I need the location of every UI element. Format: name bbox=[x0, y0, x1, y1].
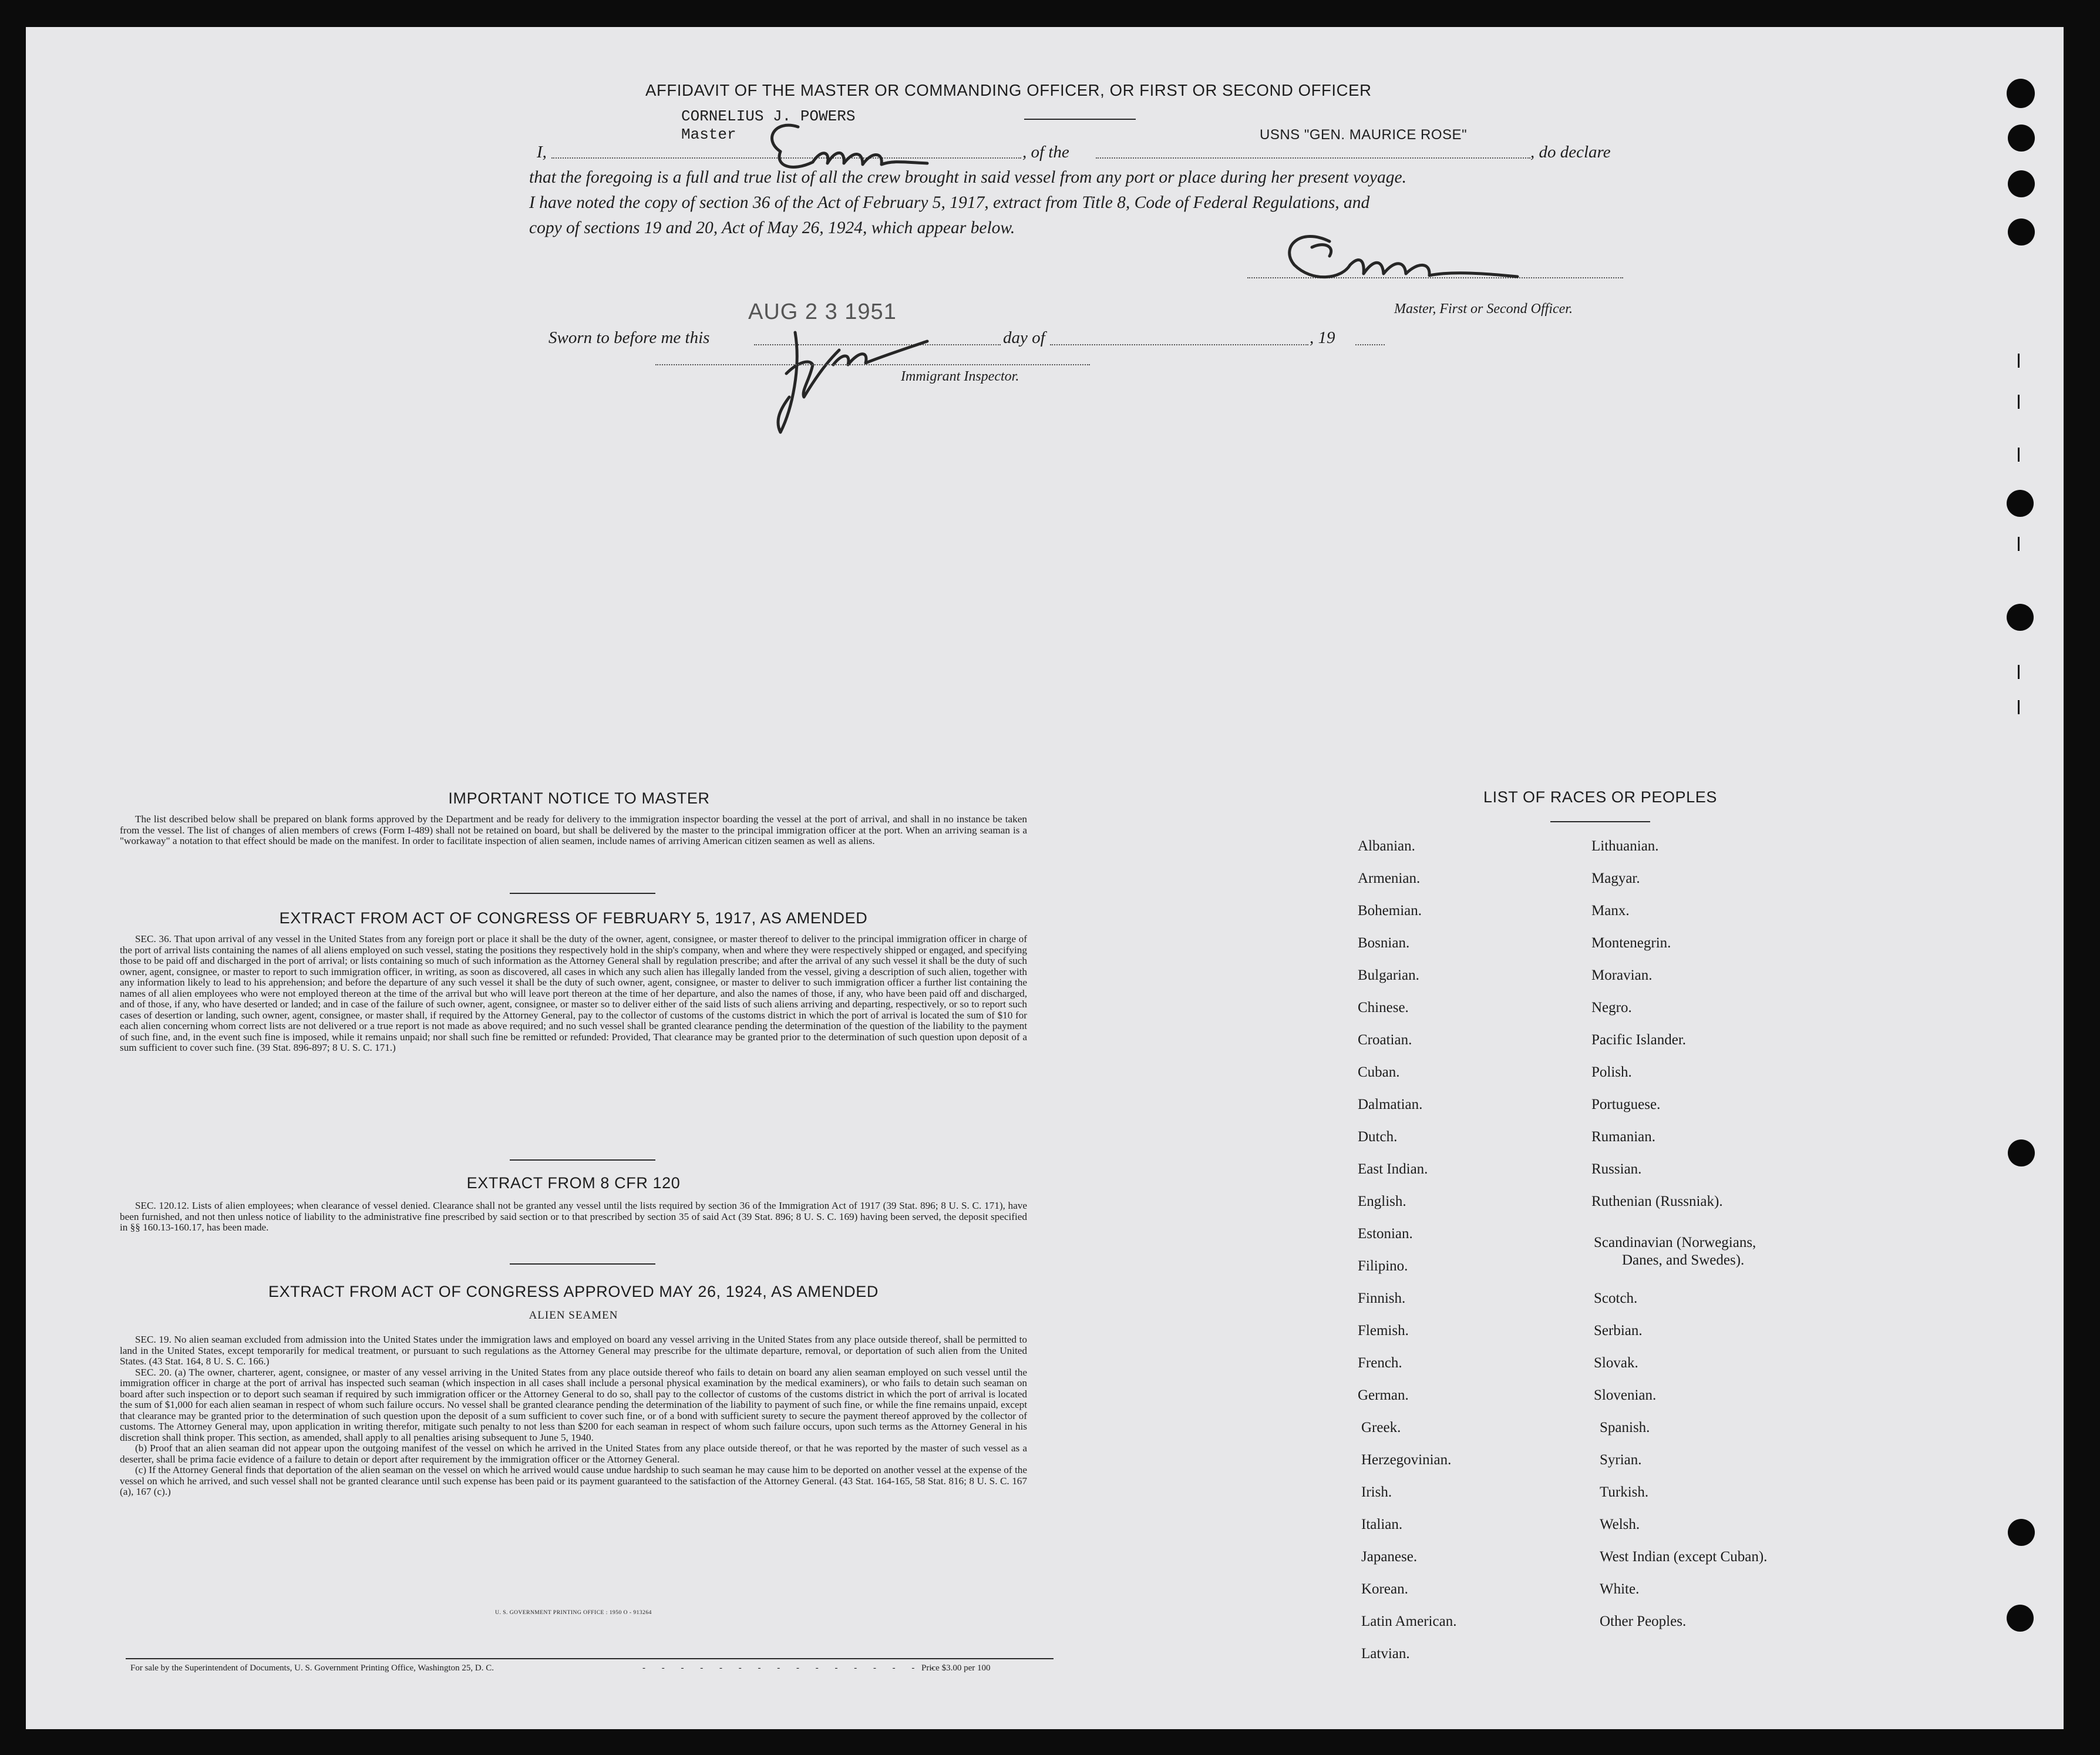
race-item: Bulgarian. bbox=[1358, 967, 1419, 983]
alien-seamen-subtitle: ALIEN SEAMEN bbox=[529, 1309, 618, 1322]
race-item: Russian. bbox=[1591, 1161, 1642, 1177]
scan-mark bbox=[2018, 665, 2020, 679]
inspector-signature-line bbox=[655, 364, 1090, 365]
race-item: Albanian. bbox=[1358, 838, 1415, 854]
typed-master-name: CORNELIUS J. POWERS bbox=[681, 107, 856, 125]
line1-of-the: , of the bbox=[1022, 143, 1069, 162]
race-item: Chinese. bbox=[1358, 1000, 1409, 1016]
race-item: Portuguese. bbox=[1591, 1097, 1661, 1112]
notice-text bbox=[120, 814, 1027, 847]
race-item: Moravian. bbox=[1591, 967, 1653, 983]
race-item: German. bbox=[1358, 1387, 1409, 1403]
race-item: Scotch. bbox=[1594, 1290, 1638, 1306]
race-item: Greek. bbox=[1361, 1420, 1401, 1435]
race-item: Turkish. bbox=[1600, 1484, 1649, 1500]
races-rule bbox=[1550, 821, 1650, 822]
footer-dashes: - - - - - - - - - - - - - - - - bbox=[642, 1663, 941, 1673]
sworn-year-blank bbox=[1355, 344, 1385, 345]
sworn-month-blank bbox=[1050, 344, 1308, 345]
extract-1924-text bbox=[120, 1334, 1027, 1498]
race-item: White. bbox=[1600, 1581, 1640, 1597]
sec-36-paragraph: SEC. 36. That upon arrival of any vessel in the United States from any foreign port or place it shall be the duty of the owner, agent, consignee, or master thereof to deliver to the principal immigration officer in charge of the port of arrival lists containing the names of all aliens employed on such vessel, stating the positions they respectively hold in the ship's company, when and where they were respectively shipped or engaged, and specifying those to be paid off and discharged in the port of arrival; or lists containing so much of such information as the Attorney General shall by regulation prescribe; and after the arrival of any such vessel it shall be the duty of such owner, agent, consignee, or master to report to such immigration officer, in writing, as soon as discovered, all cases in which any such alien has illegally landed from the vessel, giving a description of such alien, together with any information likely to lead to his apprehension; and before the departure of any such vessel it shall be the duty of such owner, agent, consignee, or master to deliver to such immigration officer a further list containing the names of all alien employees who were not employed thereon at the time of the arrival but who will leave port thereon at the time of her departure, and also the names of those, if any, who have been paid off and discharged, and of those, if any, who have deserted or landed; and in case of the failure of such owner, agent, consignee, or master so to deliver either of the said lists of such aliens arriving and departing, respectively, or so to report such cases of desertion or landing, such owner, agent, consignee, or master shall, if required by the Attorney General, pay to the collector of customs of the customs district in which the port of arrival is located the sum of $10 for each alien concerning whom correct lists are not delivered or a true report is not made as above required; and no such vessel shall be granted clearance pending the determination of the question of the liability to the payment of such fine, and, in the event such fine is imposed, while it remains unpaid; nor shall such fine be remitted or refunded: Provided, That clearance may be granted prior to the determination of such question upon deposit of a sum sufficient to cover such fine. (39 Stat. 896-897; 8 U. S. C. 171.) bbox=[120, 933, 1027, 1053]
footer-sale-text: For sale by the Superintendent of Documents, U. S. Government Printing Office, Washington 25, D. C. bbox=[130, 1663, 494, 1673]
sworn-year: , 19 bbox=[1310, 328, 1335, 347]
race-item: Estonian. bbox=[1358, 1226, 1413, 1242]
title-rule bbox=[1024, 119, 1136, 120]
affidavit-title: AFFIDAVIT OF THE MASTER OR COMMANDING OFFICER, OR FIRST OR SECOND OFFICER bbox=[645, 81, 1372, 99]
extract-1917-text bbox=[120, 934, 1027, 1054]
master-signature-scribble-upper bbox=[757, 116, 951, 181]
race-item: Armenian. bbox=[1358, 870, 1421, 886]
extract-1917-rule bbox=[510, 1159, 655, 1161]
extract-8cfr-title: EXTRACT FROM 8 CFR 120 bbox=[466, 1174, 681, 1192]
race-item: Syrian. bbox=[1600, 1452, 1642, 1468]
punch-hole bbox=[2007, 604, 2034, 631]
extract-8cfr-rule bbox=[510, 1263, 655, 1265]
race-item: Magyar. bbox=[1591, 870, 1640, 886]
race-item: Irish. bbox=[1361, 1484, 1392, 1500]
typed-master-rank: Master bbox=[681, 126, 736, 143]
sec-20a-paragraph: SEC. 20. (a) The owner, charterer, agent, consignee, or master of any vessel arriving in the United States from any place outside thereof who fails to detain on board any alien seaman employed on such vessel until the immigration officer in charge at the port of arrival has inspected such seaman (which inspection in all cases shall include a personal physical examination by the medical examiners), or who fails to detain such seaman on board after such inspection or to deport such seaman if required by such immigration officer or the Attorney General to do so, shall pay to the collector of customs of the customs district in which the port of arrival is located the sum of $1,000 for each alien seaman in respect of whom such failure occurs. No vessel shall be granted clearance pending the determination of the liability to payment of such fine, or while the fine remains unpaid, except that clearance may be granted prior to the determination of such question upon the deposit of a sum sufficient to cover such fine, or of a bond with sufficient surety to secure the payment thereof approved by the collector of customs. The Attorney General may, upon application in writing therefor, mitigate such penalty to not less than $200 for each seaman in respect of whom such failure occurs, upon such terms as the Attorney General in his discretion shall think proper. This section, as amended, shall apply to all penalties arising subsequent to June 5, 1940. bbox=[120, 1366, 1027, 1443]
officer-signature bbox=[1277, 224, 1559, 312]
race-item: English. bbox=[1358, 1193, 1406, 1209]
race-item: Latvian. bbox=[1361, 1646, 1410, 1662]
sworn-prefix: Sworn to before me this bbox=[548, 328, 710, 347]
sec-120-12-paragraph: SEC. 120.12. Lists of alien employees; when clearance of vessel denied. Clearance shall not be granted any vessel until the lists required by section 36 of the Immigration Act of 1917 (39 Stat. 896; 8 U. S. C. 171), have been furnished, and not then unless notice of liability to the administrative fine prescribed by said section or to that prescribed by section 35 of said Act (39 Stat. 896; 8 U. S. C. 169) having been served, the deposit specified in §§ 160.13-160.17, has been made. bbox=[120, 1200, 1027, 1233]
race-item: Bohemian. bbox=[1358, 903, 1422, 919]
race-item: Herzegovinian. bbox=[1361, 1452, 1452, 1468]
punch-hole bbox=[2008, 1519, 2035, 1546]
extract-8cfr-text bbox=[120, 1201, 1027, 1233]
race-item: Finnish. bbox=[1358, 1290, 1406, 1306]
race-item: Korean. bbox=[1361, 1581, 1408, 1597]
scan-mark bbox=[2018, 395, 2020, 409]
footer-price: Price $3.00 per 100 bbox=[921, 1663, 991, 1673]
scan-mark bbox=[2018, 448, 2020, 462]
race-item: Scandinavian (Norwegians, bbox=[1594, 1235, 1756, 1250]
race-item: Welsh. bbox=[1600, 1517, 1640, 1532]
race-item: Montenegrin. bbox=[1591, 935, 1671, 951]
punch-hole bbox=[2007, 1605, 2034, 1632]
notice-title: IMPORTANT NOTICE TO MASTER bbox=[448, 789, 710, 807]
race-item: Japanese. bbox=[1361, 1549, 1418, 1565]
race-item: Negro. bbox=[1591, 1000, 1632, 1016]
line1-declare: , do declare bbox=[1530, 143, 1611, 162]
footer-rule bbox=[126, 1658, 1054, 1659]
race-item: Filipino. bbox=[1358, 1258, 1408, 1274]
race-item: Italian. bbox=[1361, 1517, 1403, 1532]
race-item: West Indian (except Cuban). bbox=[1600, 1549, 1768, 1565]
punch-hole bbox=[2008, 218, 2035, 246]
race-item: Manx. bbox=[1591, 903, 1630, 919]
sec-20b-paragraph: (b) Proof that an alien seaman did not appear upon the outgoing manifest of the vessel on which he arrived in the United States from any place outside thereof, or that he was reported by the master of such vessel as a deserter, shall be prima facie evidence of a failure to detain or deport after requirement by the immigration officer or the Attorney General. bbox=[120, 1443, 1027, 1465]
race-item: Cuban. bbox=[1358, 1064, 1400, 1080]
punch-hole bbox=[2008, 1139, 2035, 1166]
race-item: East Indian. bbox=[1358, 1161, 1428, 1177]
notice-rule bbox=[510, 893, 655, 894]
race-item: French. bbox=[1358, 1355, 1402, 1371]
extract-1917-title: EXTRACT FROM ACT OF CONGRESS OF FEBRUARY 5, 1917, AS AMENDED bbox=[279, 909, 868, 927]
vessel-blank bbox=[1096, 157, 1530, 159]
affidavit-line4: copy of sections 19 and 20, Act of May 26, 1924, which appear below. bbox=[529, 218, 1015, 237]
punch-hole bbox=[2007, 490, 2034, 517]
race-item: Dutch. bbox=[1358, 1129, 1398, 1145]
race-item: Dalmatian. bbox=[1358, 1097, 1423, 1112]
race-item: Pacific Islander. bbox=[1591, 1032, 1687, 1048]
race-item: Other Peoples. bbox=[1600, 1613, 1687, 1629]
vessel-name: USNS "GEN. MAURICE ROSE" bbox=[1260, 127, 1468, 143]
race-item: Slovenian. bbox=[1594, 1387, 1657, 1403]
race-item: Slovak. bbox=[1594, 1355, 1638, 1371]
race-item: Ruthenian (Russniak). bbox=[1591, 1193, 1723, 1209]
scan-mark bbox=[2018, 354, 2020, 368]
race-item: Lithuanian. bbox=[1591, 838, 1659, 854]
punch-hole bbox=[2007, 79, 2035, 108]
scan-mark bbox=[2018, 700, 2020, 714]
date-stamp: AUG 2 3 1951 bbox=[748, 300, 897, 324]
notice-paragraph: The list described below shall be prepared on blank forms approved by the Department and be ready for delivery to the immigration inspector boarding the vessel at the port of arrival, and shall in no instance be taken from the vessel. The list of changes of alien members of crews (Form I-489) shall not be retained on board, but shall be delivered by the master to the principal immigration officer at the port. When an arriving seaman is a "workaway" a notation to that effect should be made on the manifest. In order to facilitate inspection of alien seamen, include names of arriving American citizen seamen as well as aliens. bbox=[120, 813, 1027, 846]
inspector-caption: Immigrant Inspector. bbox=[901, 369, 1019, 384]
race-item: Flemish. bbox=[1358, 1323, 1409, 1339]
punch-hole bbox=[2008, 125, 2035, 152]
races-title: LIST OF RACES OR PEOPLES bbox=[1483, 788, 1718, 806]
affidavit-line2: that the foregoing is a full and true list of all the crew brought in said vessel from any port or place during her present voyage. bbox=[529, 168, 1406, 187]
punch-hole bbox=[2008, 170, 2035, 197]
document-page bbox=[26, 27, 2064, 1729]
scan-mark bbox=[2018, 537, 2020, 551]
race-item-continued: Danes, and Swedes). bbox=[1622, 1252, 1745, 1268]
race-item: Latin American. bbox=[1361, 1613, 1457, 1629]
line1-i: I, bbox=[537, 143, 547, 162]
sec-19-paragraph: SEC. 19. No alien seaman excluded from admission into the United States under the immigration laws and employed on board any vessel arriving in the United States from any place outside thereof, shall be permitted to land in the United States, except temporarily for medical treatment, or pursuant to such regulations as the Attorney General may prescribe for the ultimate departure, removal, or deportation of such alien from the United States. (43 Stat. 164, 8 U. S. C. 166.) bbox=[120, 1334, 1027, 1367]
race-item: Polish. bbox=[1591, 1064, 1632, 1080]
sec-20c-paragraph: (c) If the Attorney General finds that deportation of the alien seaman on the vessel on which he arrived would cause undue hardship to such seaman he may cause him to be deported on another vessel at the expense of the vessel on which he arrived, and such vessel shall not be granted clearance until such expense has been paid or its payment guaranteed to the satisfaction of the Attorney General. (43 Stat. 164-165, 58 Stat. 816; 8 U. S. C. 167 (a), 167 (c).) bbox=[120, 1464, 1027, 1497]
race-item: Croatian. bbox=[1358, 1032, 1412, 1048]
race-item: Spanish. bbox=[1600, 1420, 1650, 1435]
affidavit-line3: I have noted the copy of section 36 of the Act of February 5, 1917, extract from Title 8, Code of Federal Regulations, and bbox=[529, 193, 1370, 212]
race-item: Rumanian. bbox=[1591, 1129, 1656, 1145]
race-item: Bosnian. bbox=[1358, 935, 1410, 951]
gpo-imprint: U. S. GOVERNMENT PRINTING OFFICE : 1950 O - 913264 bbox=[495, 1610, 652, 1616]
sworn-day-of: day of bbox=[1003, 328, 1045, 347]
extract-1924-title: EXTRACT FROM ACT OF CONGRESS APPROVED MAY 26, 1924, AS AMENDED bbox=[268, 1283, 879, 1300]
officer-caption: Master, First or Second Officer. bbox=[1394, 301, 1573, 317]
race-item: Serbian. bbox=[1594, 1323, 1643, 1339]
